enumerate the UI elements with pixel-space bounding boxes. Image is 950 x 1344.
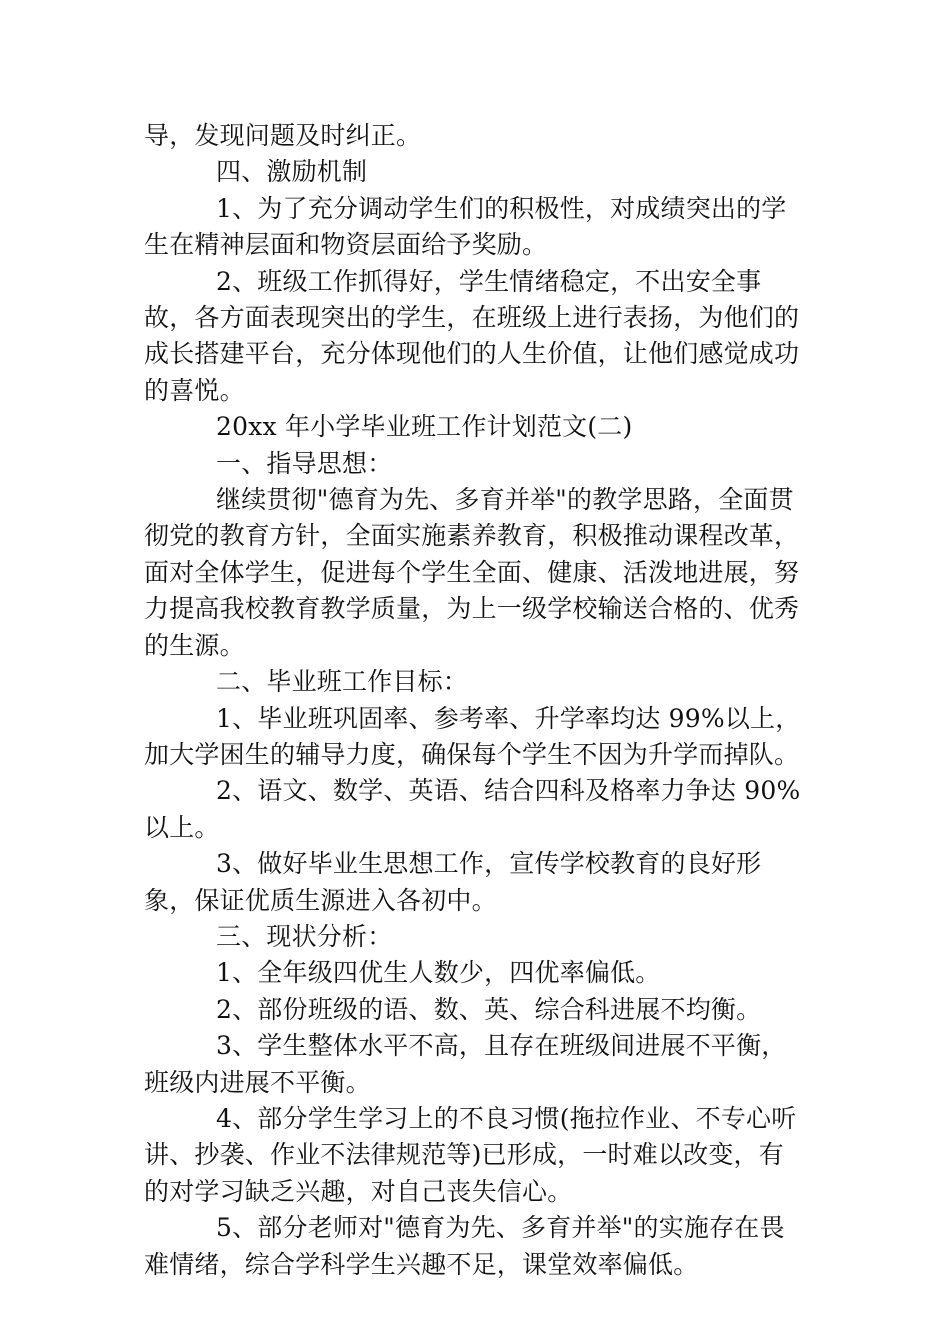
paragraph-incentive-2: 2、班级工作抓得好，学生情绪稳定，不出安全事故，各方面表现突出的学生，在班级上进行表扬，为他们的成长搭建平台，充分体现他们的人生价值，让他们感觉成功的喜悦。 (144, 266, 800, 405)
section-heading-work-goals: 二、毕业班工作目标： (216, 667, 469, 697)
section-heading-guiding-ideology: 一、指导思想： (216, 448, 393, 478)
paragraph-goal-3: 3、做好毕业生思想工作，宣传学校教育的良好形象，保证优质生源进入各初中。 (144, 849, 762, 915)
paragraph-analysis-1: 1、全年级四优生人数少，四优率偏低。 (216, 958, 661, 988)
paragraph-analysis-2: 2、部份班级的语、数、英、综合科进展不均衡。 (216, 994, 762, 1024)
document-body (144, 118, 804, 1283)
paragraph-continuation: 导，发现问题及时纠正。 (144, 121, 422, 150)
paragraph-analysis-3: 3、学生整体水平不高，且存在班级间进展不平衡，班级内进展不平衡。 (144, 1031, 787, 1097)
paragraph-guiding-ideology: 继续贯彻"德育为先、多育并举"的教学思路，全面贯彻党的教育方针，全面实施素养教育，积极推动课程改革，面对全体学生，促进每个学生全面、健康、活泼地进展，努力提高我校教育教学质量，为上一级学校输送合格的、优秀的生源。 (144, 485, 800, 660)
paragraph-goal-2: 2、语文、数学、英语、结合四科及格率力争达 90%以上。 (144, 776, 801, 842)
paragraph-incentive-1: 1、为了充分调动学生们的积极性，对成绩突出的学生在精神层面和物资层面给予奖励。 (144, 193, 787, 260)
section-heading-status-analysis: 三、现状分析： (216, 921, 393, 951)
paragraph-analysis-4: 4、部分学生学习上的不良习惯(拖拉作业、不专心听讲、抄袭、作业不法律规范等)已形成，一时难以改变，有的对学习缺乏兴趣，对自己丧失信心。 (144, 1103, 797, 1206)
document-subtitle: 20xx 年小学毕业班工作计划范文(二) (216, 412, 633, 442)
paragraph-goal-1: 1、毕业班巩固率、参考率、升学率均达 99%以上，加大学困生的辅导力度，确保每个学生不因为升学而掉队。 (144, 703, 801, 769)
paragraph-analysis-5: 5、部分老师对"德育为先、多育并举"的实施存在畏难情绪，综合学科学生兴趣不足，课堂效率偏低。 (144, 1213, 785, 1279)
section-heading-incentive-mechanism: 四、激励机制 (216, 157, 368, 187)
